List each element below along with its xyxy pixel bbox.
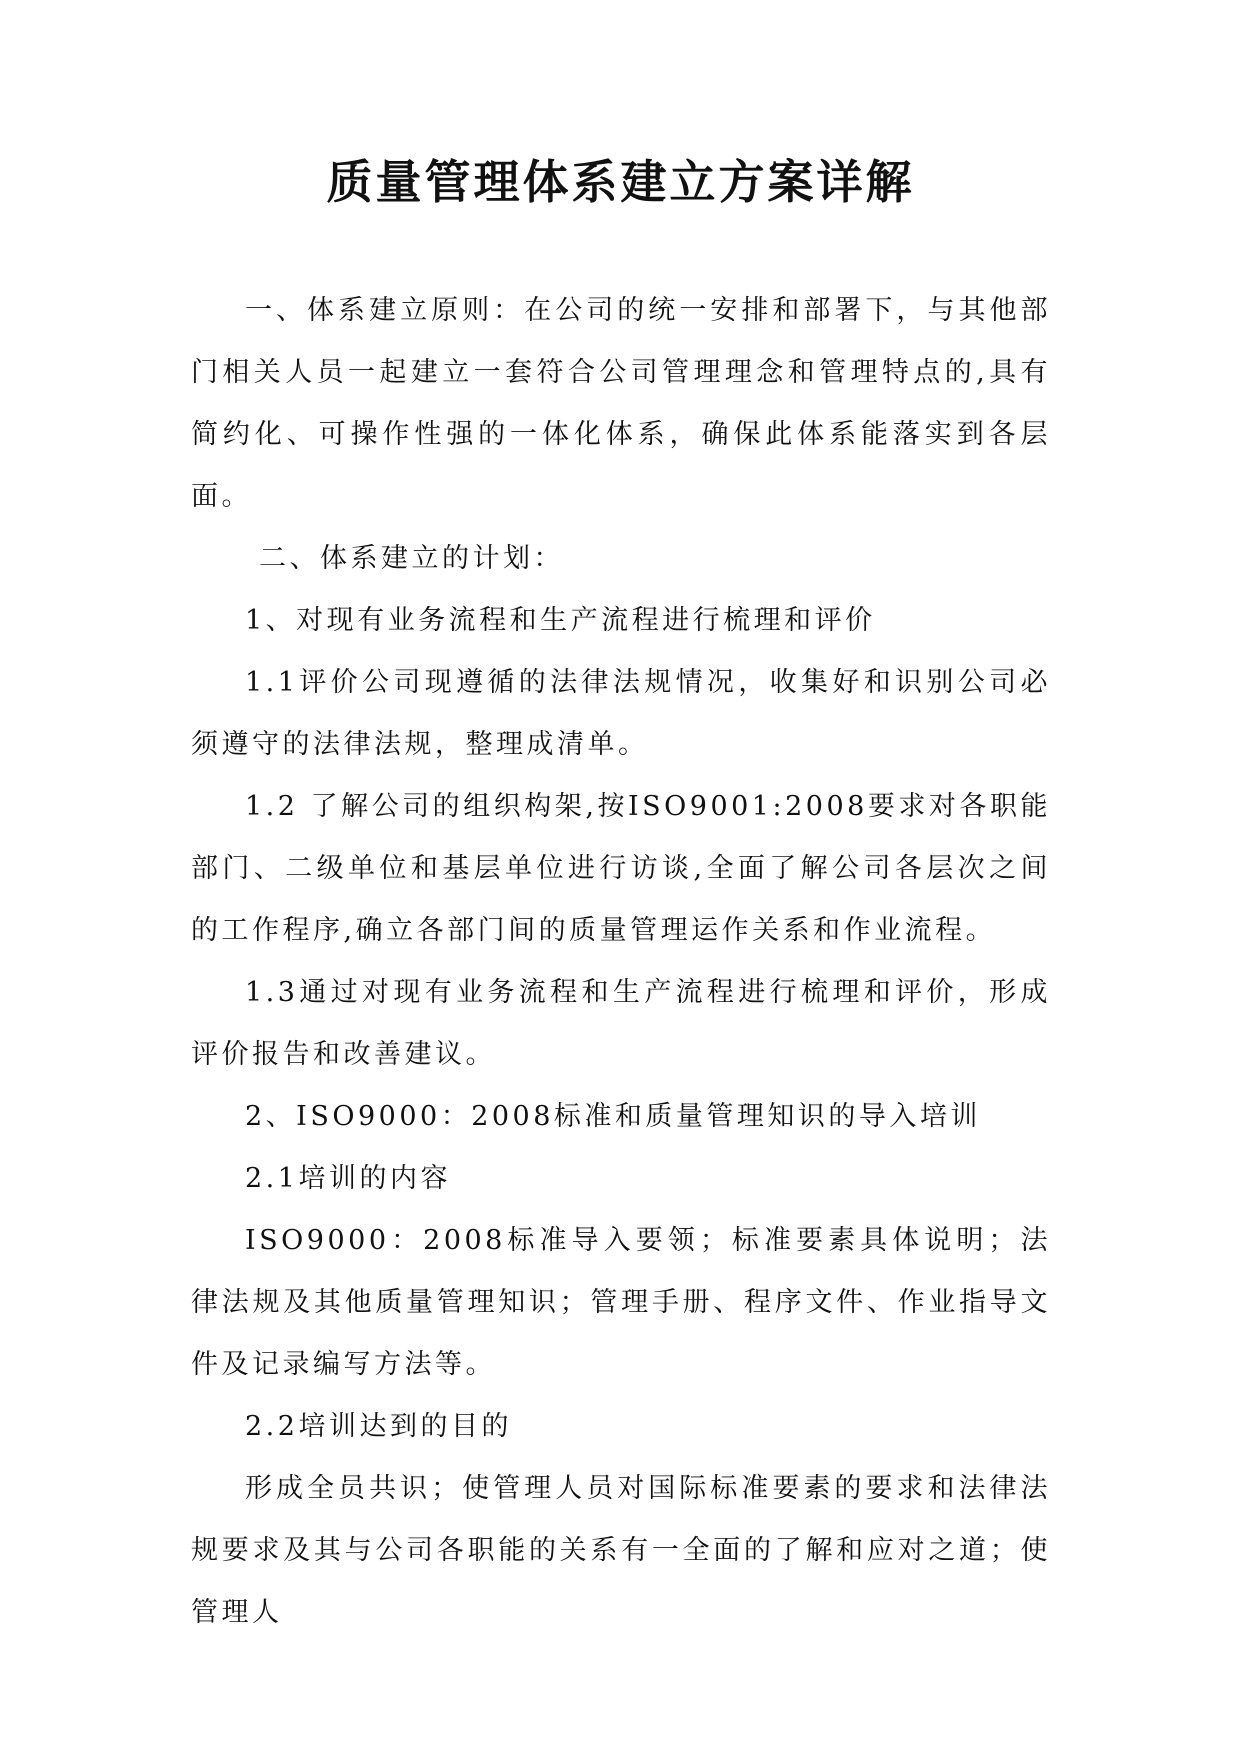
paragraph-item-1-3: 1.3通过对现有业务流程和生产流程进行梳理和评价，形成评价报告和改善建议。: [191, 977, 1051, 1070]
paragraph-principles: 一、体系建立原则：在公司的统一安排和部署下，与其他部门相关人员一起建立一套符合公司管理理念和管理特点的,具有简约化、可操作性强的一体化体系，确保此体系能落实到各层面。: [191, 295, 1051, 512]
paragraph-item-2-1: 2.1培训的内容: [245, 1163, 451, 1194]
document-title: 质量管理体系建立方案详解: [326, 155, 915, 209]
paragraph-item-1: 1、对现有业务流程和生产流程进行梳理和评价: [245, 605, 876, 636]
paragraph-item-2-2: 2.2培训达到的目的: [245, 1411, 512, 1442]
paragraph-training-goals: 形成全员共识；使管理人员对国际标准要素的要求和法律法规要求及其与公司各职能的关系有一全面的了解和应对之道；使管理人: [191, 1473, 1051, 1628]
paragraph-item-2: 2、ISO9000：2008标准和质量管理知识的导入培训: [245, 1101, 981, 1132]
paragraph-training-content: ISO9000：2008标准导入要领；标准要素具体说明；法律法规及其他质量管理知识；管理手册、程序文件、作业指导文件及记录编写方法等。: [191, 1225, 1051, 1380]
paragraph-item-1-1: 1.1评价公司现遵循的法律法规情况，收集好和识别公司必须遵守的法律法规，整理成清单。: [191, 667, 1051, 760]
document-body: [191, 280, 1051, 1644]
paragraph-plan-heading: 二、体系建立的计划：: [259, 543, 564, 574]
paragraph-item-1-2: 1.2 了解公司的组织构架,按ISO9001:2008要求对各职能部门、二级单位和基层单位进行访谈,全面了解公司各层次之间的工作程序,确立各部门间的质量管理运作关系和作业流程。: [191, 791, 1051, 946]
